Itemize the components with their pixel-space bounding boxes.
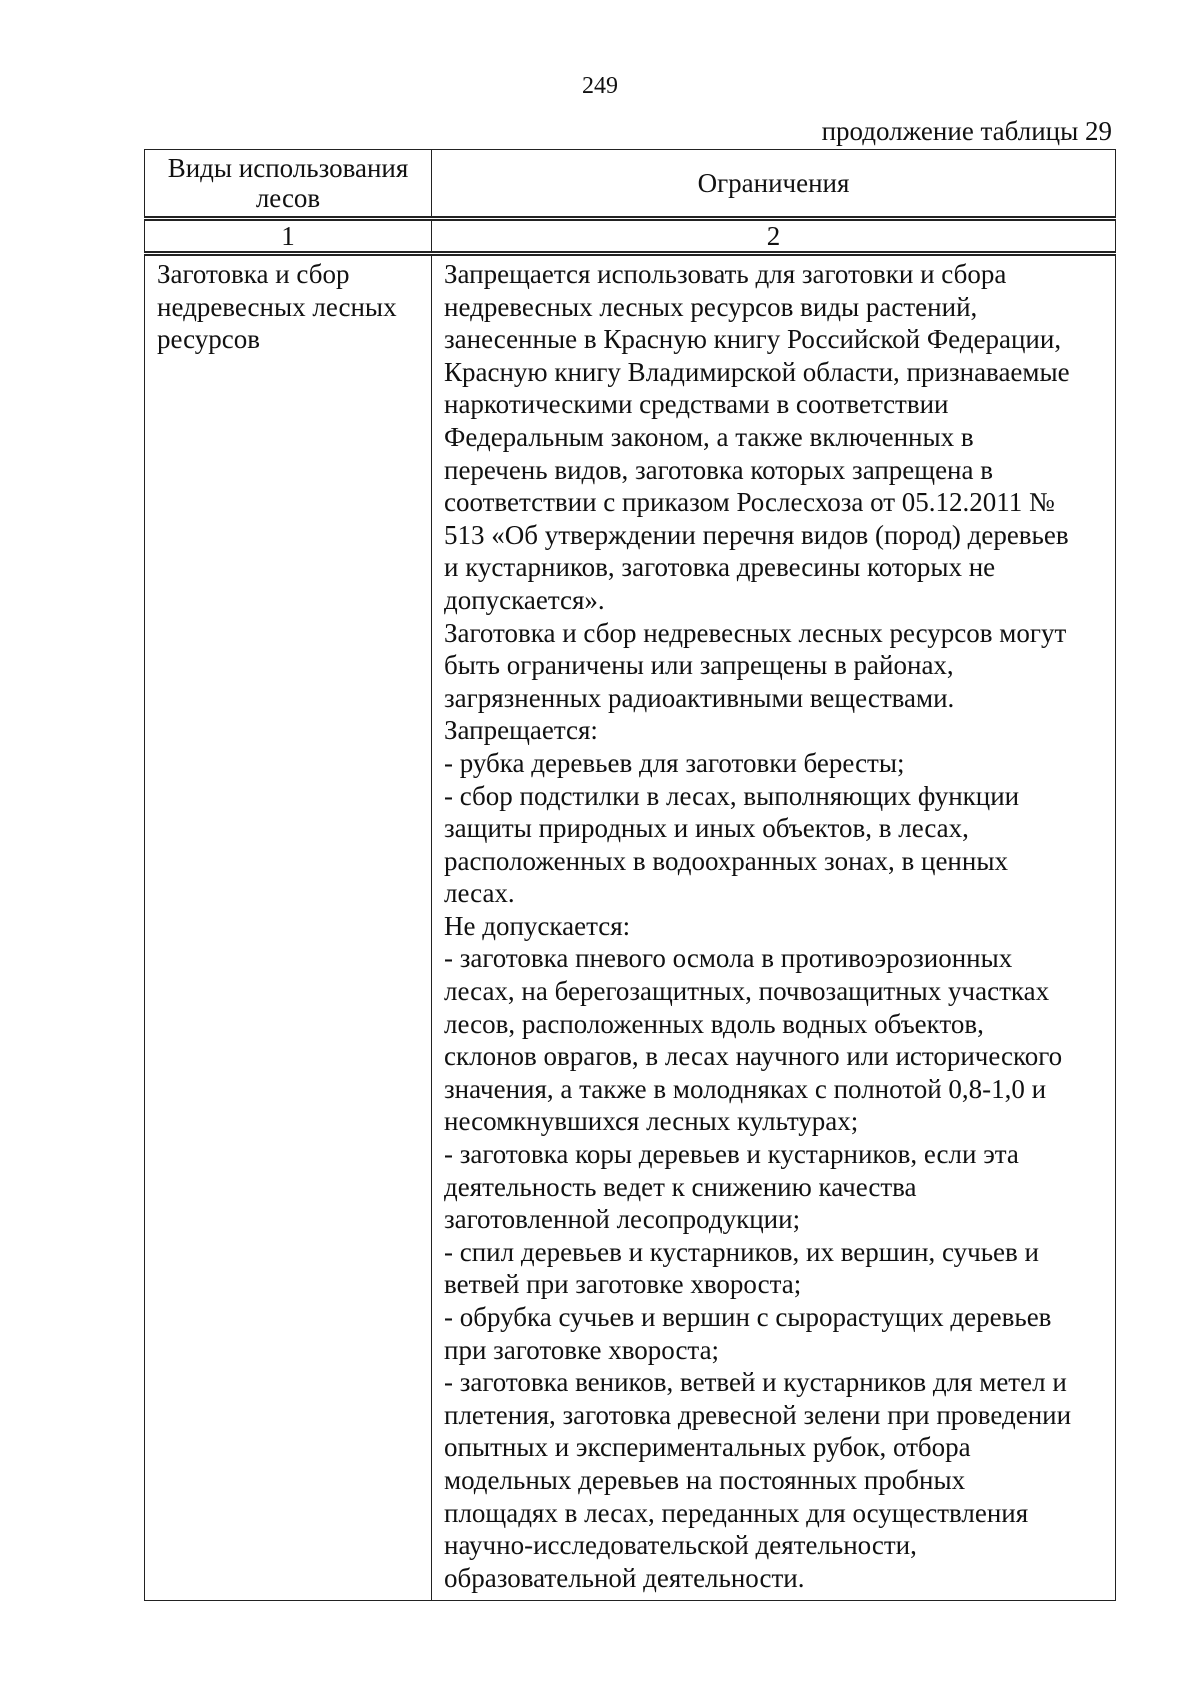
restriction-line: Федеральным законом, а также включенных в xyxy=(444,421,974,452)
restriction-line: - заготовка коры деревьев и кустарников, если эта xyxy=(444,1139,1019,1170)
restriction-line: при заготовке хвороста; xyxy=(444,1334,720,1365)
restriction-line: Запрещается использовать для заготовки и сбора xyxy=(444,259,1007,289)
usage-type-text xyxy=(157,258,421,356)
restriction-line: допускается». xyxy=(444,584,605,615)
restriction-line: недревесных лесных ресурсов виды растений, xyxy=(444,291,978,322)
table-header-row xyxy=(145,150,1116,219)
restriction-line: деятельность ведет к снижению качества xyxy=(444,1171,917,1202)
restriction-line: расположенных в водоохранных зонах, в ценных xyxy=(444,845,1008,876)
restriction-line: - спил деревьев и кустарников, их вершин, сучьев и xyxy=(444,1236,1039,1267)
restriction-line: лесов, расположенных вдоль водных объектов, xyxy=(444,1008,984,1039)
restriction-line: опытных и экспериментальных рубок, отбора xyxy=(444,1432,971,1463)
restriction-line: 513 «Об утверждении перечня видов (пород) деревьев xyxy=(444,519,1069,550)
restriction-line: склонов оврагов, в лесах научного или исторического xyxy=(444,1041,1063,1072)
restriction-line: быть ограничены или запрещены в районах, xyxy=(444,650,954,681)
column-number-1: 1 xyxy=(145,219,432,254)
table-row xyxy=(145,254,1116,1601)
restriction-line: лесах. xyxy=(444,878,515,909)
restriction-line: Красную книгу Владимирской области, признаваемые xyxy=(444,356,1070,387)
restriction-line: ветвей при заготовке хвороста; xyxy=(444,1269,802,1300)
table-continuation-label: продолжение таблицы 29 xyxy=(821,116,1112,146)
column-number-2: 2 xyxy=(432,219,1116,254)
restriction-line: - заготовка пневого осмола в противоэрозионных xyxy=(444,943,1013,974)
restriction-line: и кустарников, заготовка древесины которых не xyxy=(444,552,996,583)
column-number-row xyxy=(145,219,1116,254)
usage-type-line: Заготовка и сбор xyxy=(157,259,350,289)
restriction-line: научно-исследовательской деятельности, xyxy=(444,1530,917,1561)
page-number: 249 xyxy=(582,73,618,99)
restriction-line: значения, а также в молодняках с полнотой 0,8-1,0 и xyxy=(444,1073,1047,1104)
restriction-line: занесенные в Красную книгу Российской Федерации, xyxy=(444,324,1062,355)
restriction-line: лесах, на берегозащитных, почвозащитных участках xyxy=(444,976,1050,1007)
restrictions-cell xyxy=(432,254,1116,1601)
restriction-line: образовательной деятельности. xyxy=(444,1562,805,1593)
restriction-line: площадях в лесах, переданных для осуществления xyxy=(444,1497,1029,1528)
restriction-line: несомкнувшихся лесных культурах; xyxy=(444,1106,859,1137)
restriction-line: наркотическими средствами в соответствии xyxy=(444,389,949,420)
restriction-line: Заготовка и сбор недревесных лесных ресурсов могут xyxy=(444,617,1067,648)
restrictions-table xyxy=(144,149,1116,1601)
usage-type-cell xyxy=(145,254,432,1601)
restriction-line: заготовленной лесопродукции; xyxy=(444,1204,801,1235)
restriction-line: защиты природных и иных объектов, в лесах, xyxy=(444,813,969,844)
restriction-line: соответствии с приказом Рослесхоза от 05.12.2011 № xyxy=(444,487,1055,518)
restriction-line: перечень видов, заготовка которых запрещена в xyxy=(444,454,993,485)
restriction-line: Запрещается: xyxy=(444,715,598,746)
restriction-line: - заготовка веников, ветвей и кустарников для метел и xyxy=(444,1367,1067,1398)
restriction-line: - сбор подстилки в лесах, выполняющих функции xyxy=(444,780,1020,811)
header-restrictions: Ограничения xyxy=(432,150,1116,219)
header-usage-types: Виды использования лесов xyxy=(145,150,432,219)
restriction-line: Не допускается: xyxy=(444,910,631,941)
restriction-line: - обрубка сучьев и вершин с сырорастущих деревьев xyxy=(444,1302,1052,1332)
usage-type-line: ресурсов xyxy=(157,324,261,355)
restriction-line: плетения, заготовка древесной зелени при проведении xyxy=(444,1399,1072,1430)
usage-type-line: недревесных лесных xyxy=(157,291,397,322)
restriction-line: - рубка деревьев для заготовки бересты; xyxy=(444,747,905,778)
restrictions-text xyxy=(444,258,1105,1594)
restriction-line: загрязненных радиоактивными веществами. xyxy=(444,682,955,713)
restriction-line: модельных деревьев на постоянных пробных xyxy=(444,1464,966,1495)
